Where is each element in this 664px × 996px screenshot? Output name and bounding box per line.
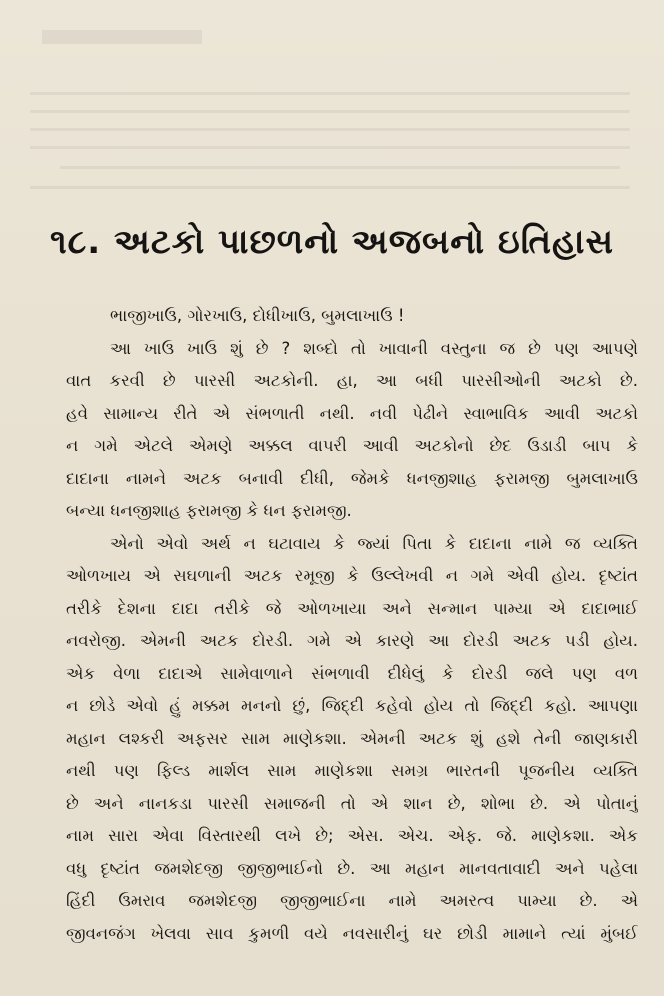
text-line: વધુ દૃષ્ટાંત જમશેદજી જીજીભાઈનો છે. આ મહાન માનવતાવાદી અને પહેલા: [66, 858, 638, 878]
ghost-line: [30, 110, 630, 113]
bleed-through-text: [0, 0, 664, 260]
text-line: એક વેળા દાદાએ સામેવાળાને સંભળાવી દીધેલું કે દોરડી જલે પણ વળ: [66, 663, 638, 683]
text-line: આ ખાઉ ખાઉ શું છે ? શબ્દો તો ખાવાની વસ્તુના જ છે પણ આપણે: [110, 338, 638, 358]
ghost-line: [30, 186, 630, 189]
text-line: એનો એવો અર્થ ન ઘટાવાય કે જ્યાં પિતા કે દાદાના નામે જ વ્યક્તિ: [110, 533, 638, 553]
text-line: નવરોજી. એમની અટક દોરડી. ગમે એ કારણે આ દોરડી અટક પડી હોય.: [66, 631, 638, 650]
ghost-line: [30, 128, 630, 131]
text-line: ભાજીખાઉ, ગોરખાઉ, દોધીખાઉ, બુમલાખાઉ !: [110, 306, 405, 325]
ghost-line: [30, 92, 630, 95]
text-line: તરીકે દેશના દાદા તરીકે જે ઓળખાયા અને સન્માન પામ્યા એ દાદાભાઈ: [66, 598, 638, 618]
chapter-title: ૧૮. અટકો પાછળનો અજબનો ઇતિહાસ: [49, 222, 615, 262]
text-line: દાદાના નામને અટક બનાવી દીધી, જેમકે ધનજીશાહ ફરામજી બુમલાખાઉ: [66, 468, 638, 488]
text-line: નથી પણ ફિલ્ડ માર્શલ સામ માણેકશા સમગ્ર ભારતની પૂજનીય વ્યક્તિ: [66, 761, 638, 780]
text-line: મહાન લશ્કરી અફસર સામ માણેકશા. એમની અટક શું હશે તેની જાણકારી: [66, 728, 638, 748]
text-line: વાત કરવી છે પારસી અટકોની. હા, આ બધી પારસીઓની અટકો છે.: [66, 371, 638, 390]
text-line: હિંદી ઉમરાવ જમશેદજી જીજીભાઈના નામે અમરત્વ પામ્યા છે. એ: [66, 891, 638, 910]
text-line: નામ સારા એવા વિસ્તારથી લખે છે; એસ. એચ. એફ. જે. માણેકશા. એક: [66, 826, 638, 845]
ghost-line: [30, 146, 630, 149]
text-line: ઓળખાય એ સઘળાની અટક રમૂજી કે ઉલ્લેખવી ન ગમે એવી હોય. દૃષ્ટાંત: [66, 566, 638, 585]
text-line: જીવનજંગ ખેલવા સાવ કુમળી વયે નવસારીનું ઘર છોડી મામાને ત્યાં મુંબઈ: [66, 923, 638, 943]
text-line: હવે સામાન્ય રીતે એ સંભળાતી નથી. નવી પેઢીને સ્વાભાવિક આવી અટકો: [66, 403, 638, 423]
ghost-header: [42, 30, 202, 44]
ghost-line: [60, 166, 620, 169]
chapter-body: [66, 300, 638, 950]
text-line: બન્યા ધનજીશાહ ફરામજી કે ધન ફરામજી.: [66, 501, 352, 520]
text-line: ન છોડે એવો હું મક્કમ મનનો છું, જિદ્દી કહેવો હોય તો જિદ્દી કહો. આપણા: [66, 696, 638, 715]
text-line: છે અને નાનકડા પારસી સમાજની તો એ શાન છે, શોભા છે. એ પોતાનું: [66, 793, 638, 813]
text-line: ન ગમે એટલે એમણે અક્કલ વાપરી આવી અટકોનો છેદ ઉડાડી બાપ કે: [66, 436, 638, 455]
